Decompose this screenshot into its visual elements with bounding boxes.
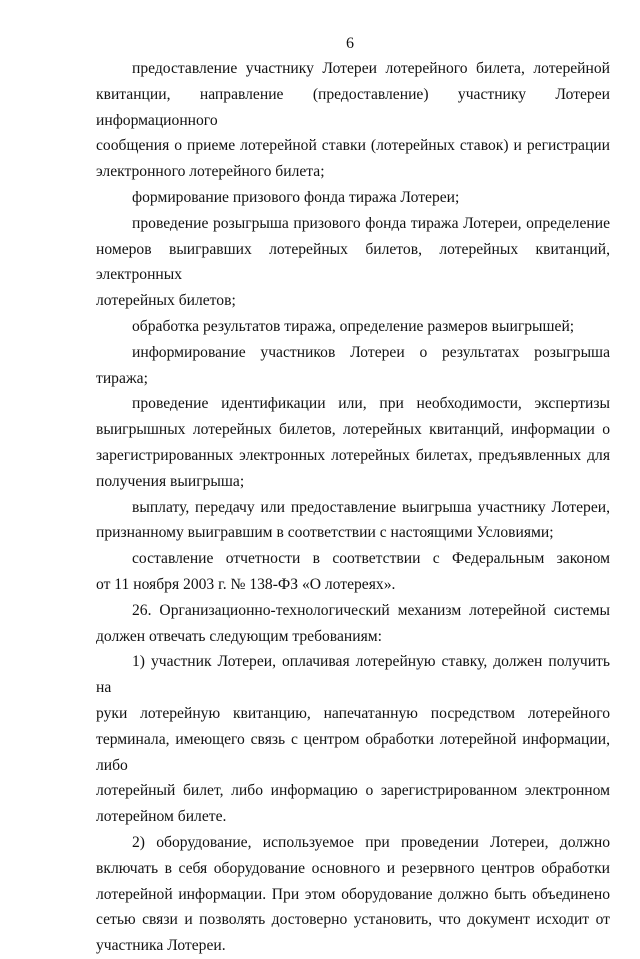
- text-line: проведение розыгрыша призового фонда тиража Лотереи, определение: [132, 214, 610, 232]
- text-line: зарегистрированных электронных лотерейных билетах, предъявленных для: [96, 446, 610, 464]
- text-line: участника Лотереи.: [96, 937, 226, 955]
- text-line: выплату, передачу или предоставление выигрыша участнику Лотереи,: [132, 498, 610, 516]
- paragraph: [96, 56, 610, 185]
- paragraph: [96, 211, 610, 314]
- text-line: получения выигрыша;: [96, 472, 245, 490]
- text-line: 2) оборудование, используемое при проведении Лотереи, должно: [132, 833, 610, 851]
- text-line: квитанции, направление (предоставление) участнику Лотереи информационного: [96, 85, 610, 129]
- text-line: составление отчетности в соответствии с Федеральным законом: [132, 550, 610, 568]
- text-line: терминала, имеющего связь с центром обработки лотерейной информации, либо: [96, 730, 610, 774]
- paragraph: [96, 391, 610, 494]
- paragraph: [96, 546, 610, 598]
- paragraph: [96, 314, 610, 340]
- text-line: признанному выигравшим в соответствии с настоящими Условиями;: [96, 524, 554, 542]
- paragraph: [96, 495, 610, 547]
- text-line: 26. Организационно-технологический механизм лотерейной системы: [132, 601, 610, 619]
- text-line: электронного лотерейного билета;: [96, 163, 325, 181]
- paragraph: [96, 830, 610, 959]
- text-line: проведение идентификации или, при необходимости, экспертизы: [132, 395, 610, 413]
- text-line: лотерейной информации. При этом оборудование должно быть объединено: [96, 885, 610, 903]
- paragraph: [96, 649, 610, 830]
- text-line: лотерейном билете.: [96, 808, 227, 826]
- text-line: включать в себя оборудование основного и резервного центров обработки: [96, 859, 610, 877]
- text-line: обработка результатов тиража, определение размеров выигрышей;: [132, 317, 575, 335]
- paragraph: [96, 185, 610, 211]
- paragraph: [96, 340, 610, 392]
- text-line: лотерейных билетов;: [96, 292, 236, 310]
- text-line: номеров выигравших лотерейных билетов, лотерейных квитанций, электронных: [96, 240, 610, 284]
- text-line: должен отвечать следующим требованиям:: [96, 627, 382, 645]
- page-number: 6: [346, 35, 354, 52]
- text-line: сообщения о приеме лотерейной ставки (лотерейных ставок) и регистрации: [96, 137, 610, 155]
- text-line: лотерейный билет, либо информацию о зарегистрированном электронном: [96, 782, 610, 800]
- paragraph: [96, 598, 610, 650]
- text-line: руки лотерейную квитанцию, напечатанную посредством лотерейного: [96, 704, 610, 722]
- text-line: от 11 ноября 2003 г. № 138-ФЗ «О лотереях».: [96, 575, 396, 593]
- document-body: [96, 56, 610, 959]
- text-line: предоставление участнику Лотереи лотерейного билета, лотерейной: [132, 60, 610, 77]
- text-line: 1) участник Лотереи, оплачивая лотерейную ставку, должен получить на: [96, 653, 610, 697]
- text-line: сетью связи и позволять достоверно установить, что документ исходит от: [96, 911, 610, 929]
- text-line: выигрышных лотерейных билетов, лотерейных квитанций, информации о: [96, 421, 610, 439]
- text-line: формирование призового фонда тиража Лотереи;: [132, 188, 460, 206]
- text-line: информирование участников Лотереи о результатах розыгрыша тиража;: [96, 343, 610, 387]
